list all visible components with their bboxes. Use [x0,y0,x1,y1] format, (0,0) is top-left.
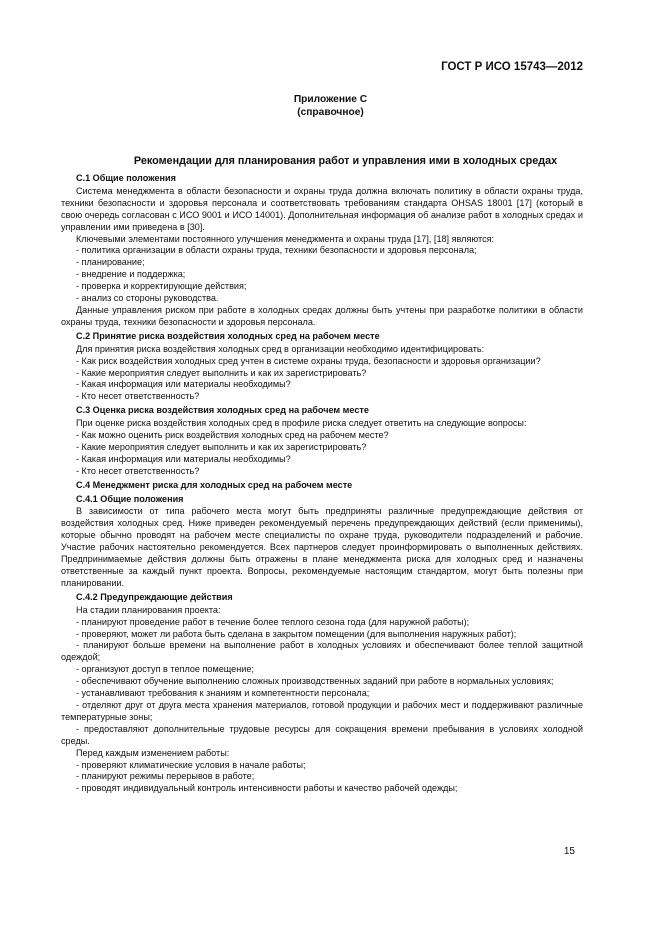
paragraph: - планируют режимы перерывов в работе; [76,771,255,782]
paragraph: - проводят индивидуальный контроль интенсивности работы и качество рабочей одежды; [76,783,458,794]
paragraph: - Какая информация или материалы необходимы? [76,453,291,464]
appendix-title: Приложение С [293,94,368,105]
paragraph: - устанавливают требования к знаниям и компетентности персонала; [76,688,370,699]
paragraph: - предоставляют дополнительные трудовые ресурсы для сокращения времени пребывания в условиях холодной среды. [61,723,583,746]
paragraph: - внедрение и поддержка; [76,269,186,280]
paragraph: - Какая информация или материалы необходимы? [76,379,291,390]
paragraph: - Кто несет ответственность? [76,391,200,402]
section-heading: С.4.2 Предупреждающие действия [76,591,233,602]
paragraph: - проверяют, может ли работа быть сделана в закрытом помещении (для выполнения наружных работ); [76,628,517,639]
paragraph: - Какие мероприятия следует выполнить и как их зарегистрировать? [76,367,367,378]
paragraph: - Какие мероприятия следует выполнить и как их зарегистрировать? [76,441,367,452]
document-standard-number: ГОСТ Р ИСО 15743—2012 [441,61,583,73]
paragraph: - планируют проведение работ в течение более теплого сезона года (для наружной работы); [76,616,470,627]
paragraph: - организуют доступ в теплое помещение; [76,664,254,675]
appendix-subtitle: (справочное) [297,107,364,118]
section-heading: С.4 Менеджмент риска для холодных сред на рабочем месте [76,479,353,490]
section-heading: С.1 Общие положения [76,173,176,183]
main-title: Рекомендации для планирования работ и управления ими в холодных средах [133,155,558,167]
paragraph: - планируют больше времени на выполнение работ в холодных условиях и обеспечивают более теплой защитной одеждой; [61,640,583,663]
paragraph: При оценке риска воздействия холодных сред в профиле риска следует ответить на следующие вопросы: [76,418,527,429]
paragraph: В зависимости от типа рабочего места могут быть предприняты различные предупреждающие действия от воздействия холодных сред. Ниже приведен рекомендуемый перечень предупреждающих действий (если применимы), которые обычно проводят на рабочем месте специалисты по охране труда, руководители подразделений и рабочие. Участие рабочих настоятельно рекомендуется. Всех партнеров следует проинформировать о выполненных действиях. Предпринимаемые действия должны быть отражены в плане менеджмента риска для холодных сред и назначены ответственные за каждый пункт проекта. Вопросы, рекомендуемые настоящим стандартом, могут быть полезны при планировании. [61,506,583,588]
section-heading: С.4.1 Общие положения [76,493,184,504]
paragraph: - проверка и корректирующие действия; [76,281,247,292]
document-body [61,173,583,795]
paragraph: Данные управления риском при работе в холодных средах должны быть учтены при разработке политики в области охраны труда, техники безопасности и здоровья персонала. [61,304,583,327]
paragraph: - Как риск воздействия холодных сред учтен в системе охраны труда, безопасности и здоровья организации? [76,355,541,366]
section-heading: С.2 Принятие риска воздействия холодных сред на рабочем месте [76,330,380,341]
paragraph: - обеспечивают обучение выполнению сложных производственных заданий при работе в нормальных условиях; [76,676,554,687]
page-number: 15 [563,846,575,857]
section-heading: С.3 Оценка риска воздействия холодных сред на рабочем месте [76,405,369,416]
paragraph: - Как можно оценить риск воздействия холодных сред на рабочем месте? [76,430,389,441]
paragraph: - планирование; [76,257,145,268]
paragraph: - Кто несет ответственность? [76,465,200,476]
paragraph: Система менеджмента в области безопасности и охраны труда должна включать политику в области охраны труда, техники безопасности и здоровья персонала и соответствовать требованиям стандарта OHSAS 18001 [17] (который в свою очередь согласован с ИСО 9001 и ИСО 14001). Дополнительная информация об анализе работ в холодных средах и управлении ими приведена в [30]. [61,185,583,232]
paragraph: Для принятия риска воздействия холодных сред в организации необходимо идентифицировать: [76,343,485,354]
paragraph: - отделяют друг от друга места хранения материалов, готовой продукции и рабочих мест и поддерживают различные температурные зоны; [61,699,583,722]
paragraph: - анализ со стороны руководства. [76,293,219,304]
paragraph: На стадии планирования проекта: [76,604,221,615]
paragraph: - политика организации в области охраны труда, техники безопасности и здоровья персонала; [76,245,477,256]
paragraph: - проверяют климатические условия в начале работы; [76,759,306,770]
paragraph: Перед каждым изменением работы: [76,747,230,758]
paragraph: Ключевыми элементами постоянного улучшения менеджмента и охраны труда [17], [18] являются: [76,233,495,244]
appendix-label [0,93,661,119]
